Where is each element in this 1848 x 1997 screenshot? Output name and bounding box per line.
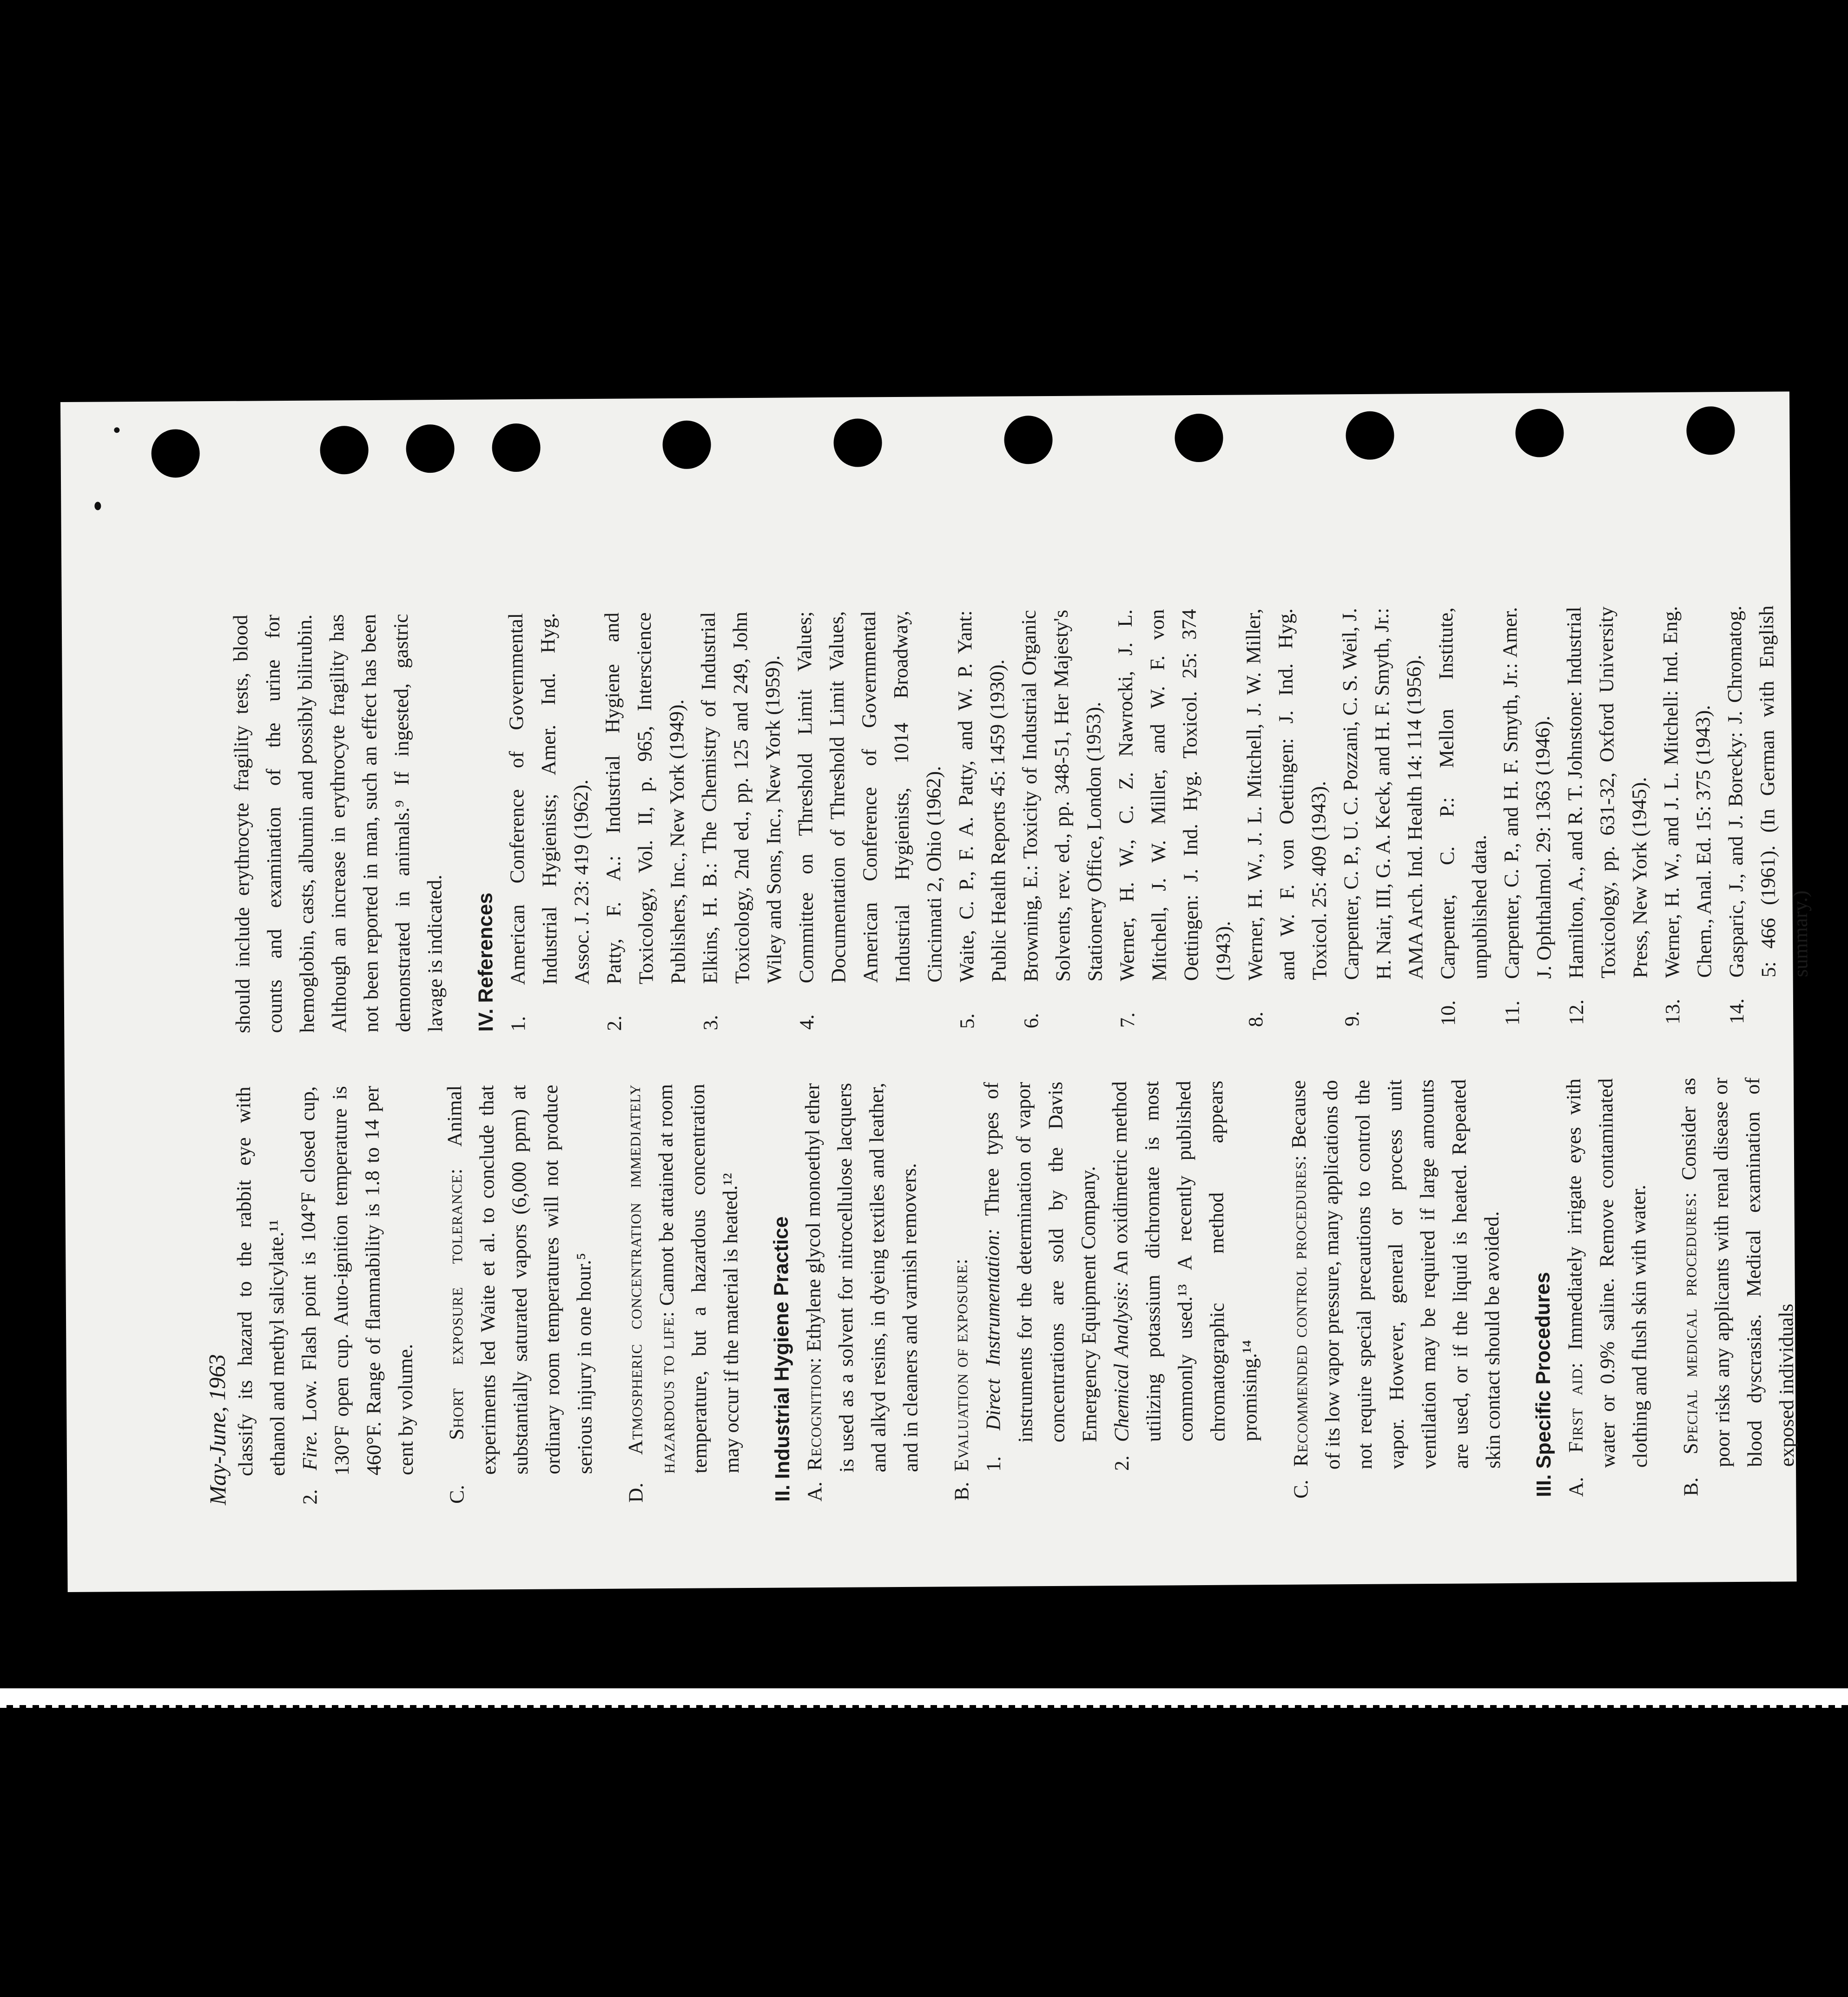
paragraph: should include erythrocyte fragility tests, blood counts and examination of the urine for hemoglobin, casts, albumin and possibly bilirubin. Although an increase in erythrocyte fragility has not been reported in man, such an effect has been demonstrated in animals.⁹ If ingested, gastric lavage is indicated.	[229, 614, 447, 1033]
running-head: May-June, 1963	[204, 1354, 231, 1506]
reference-item: 1.American Conference of Governmental Industrial Hygienists; Amer. Ind. Hyg. Assoc. J. 23: 419 (1962).	[504, 613, 594, 1032]
section-evaluation: B. Evaluation of exposure:	[949, 1258, 973, 1501]
dust-speck	[114, 427, 119, 433]
section-recognition: A. Recognition: Ethylene glycol monoethyl ether is used as a solvent for nitrocellulose lacquers and alkyd resins, in dyeing textiles and leather, and in cleaners and varnish removers.	[800, 1083, 923, 1502]
punch-hole	[1515, 409, 1564, 457]
section-control-procedures: C. Recommended control procedures: Because of its low vapor pressure, many applications do not require special precautions to control the vapor. However, general or process unit ventilation may be required if large amounts are used, or if the liquid is heated. Repeated skin contact should be avoided.	[1287, 1079, 1505, 1499]
punch-hole	[406, 424, 455, 473]
list-item-chemical-analysis: 2. Chemical Analysis: An oxidimetric method utilizing potassium dichromate is most commonly used.¹³ A recently published chromatographic method appears promising.¹⁴	[1108, 1080, 1261, 1471]
film-strip-edge	[0, 1705, 1848, 1708]
reference-item: 12.Hamilton, A., and R. T. Johnstone: Industrial Toxicology, pp. 631-32, Oxford University Press, New York (1945).	[1562, 606, 1652, 1025]
list-item-instrumentation: 1. Direct Instrumentation: Three types of instruments for the determination of vapor concentrations are sold by the Davis Emergency Equipment Company.	[979, 1081, 1101, 1472]
reference-item: 7.Werner, H. W., C. Z. Nawrocki, J. L. Mitchell, J. W. Miller, and W. F. von Oettingen: J. Ind. Hyg. Toxicol. 25: 374 (1943).	[1113, 609, 1235, 1028]
punch-hole	[1346, 411, 1394, 460]
paragraph: classify its hazard to the rabbit eye with ethanol and methyl salicylate.¹¹	[232, 1086, 290, 1476]
document-page	[60, 391, 1812, 1592]
reference-item: 9.Carpenter, C. P., U. C. Pozzani, C. S. Weil, J. H. Nair, III, G. A. Keck, and H. F. Smyth, Jr.: AMA Arch. Ind. Health 14: 114 (1956).	[1338, 608, 1427, 1027]
reference-item: 10.Carpenter, C. P.: Mellon Institute, unpublished data.	[1434, 607, 1492, 1026]
section-atmospheric-concentration: D. Atmospheric concentration immediately hazardous to life: Cannot be attained at room temperature, but a hazardous concentration may occur if the material is heated.¹²	[621, 1084, 744, 1503]
section-heading: II. Industrial Hygiene Practice	[769, 1216, 794, 1502]
punch-hole	[1004, 416, 1053, 464]
left-column	[227, 1077, 1803, 1505]
punch-hole	[662, 420, 711, 469]
punch-hole	[151, 429, 200, 478]
reference-item: 8.Werner, H. W., J. L. Mitchell, J. W. Miller, and W. F. von Oettingen: J. Ind. Hyg. Toxicol. 25: 409 (1943).	[1241, 608, 1331, 1027]
film-strip	[0, 1688, 1848, 1705]
reference-item: 11.Carpenter, C. P., and H. F. Smyth, Jr.: Amer. J. Ophthalmol. 29: 1363 (1946).	[1498, 607, 1556, 1026]
section-special-medical: B. Special medical procedures: Consider as poor risks any applicants with renal disease or blood dyscrasias. Medical examination of exposed individuals	[1676, 1077, 1799, 1496]
section-heading: IV. References	[474, 893, 498, 1032]
reference-item: 13.Werner, H. W., and J. L. Mitchell: Ind. Eng. Chem., Anal. Ed. 15: 375 (1943).	[1658, 606, 1716, 1025]
punch-hole	[1175, 414, 1223, 463]
right-column	[224, 605, 1817, 1033]
punch-hole	[492, 423, 541, 472]
reference-item: 14.Gasparic, J., and J. Borecky: J. Chromatog. 5: 466 (1961). (In German with English summary.)	[1723, 605, 1812, 1025]
section-heading: III. Specific Procedures	[1531, 1272, 1556, 1497]
reference-item: 2.Patty, F. A.: Industrial Hygiene and Toxicology, Vol. II, p. 965, Interscience Publishers, Inc., New York (1949).	[600, 612, 690, 1031]
section-first-aid: A. First aid: Immediately irrigate eyes with water or 0.9% saline. Remove contaminated clothing and flush skin with water.	[1562, 1078, 1652, 1497]
punch-hole	[833, 418, 882, 467]
dust-speck	[94, 502, 101, 510]
reference-item: 4.Committee on Threshold Limit Values; Documentation of Threshold Limit Values, American Conference of Governmental Industrial Hygienists, 1014 Broadway, Cincinnati 2, Ohio (1962).	[792, 610, 946, 1030]
punch-hole	[320, 426, 369, 475]
reference-item: 6.Browning, E.: Toxicity of Industrial Organic Solvents, rev. ed., pp. 348-51, Her Majesty's Stationery Office, London (1953).	[1017, 609, 1107, 1029]
list-item-fire: 2. Fire. Low. Flash point is 104°F closed cup, 130°F open cup. Auto-ignition temperature is 460°F. Range of flammability is 1.8 to 14 per cent by volume.	[296, 1085, 418, 1505]
reference-list	[500, 605, 1817, 1032]
page-content	[197, 604, 1812, 1506]
section-short-exposure: C. Short exposure tolerance: Animal experiments led Waite et al. to conclude that substantially saturated vapors (6,000 ppm) at ordinary room temperatures will not produce serious injury in one hour.⁵	[442, 1084, 597, 1504]
punch-hole	[1686, 406, 1735, 455]
reference-item: 3.Elkins, H. B.: The Chemistry of Industrial Toxicology, 2nd ed., pp. 125 and 249, John Wiley and Sons, Inc., New York (1959).	[696, 611, 786, 1031]
reference-item: 5.Waite, C. P., F. A. Patty, and W. P. Yant: Public Health Reports 45: 1459 (1930).	[953, 610, 1010, 1029]
